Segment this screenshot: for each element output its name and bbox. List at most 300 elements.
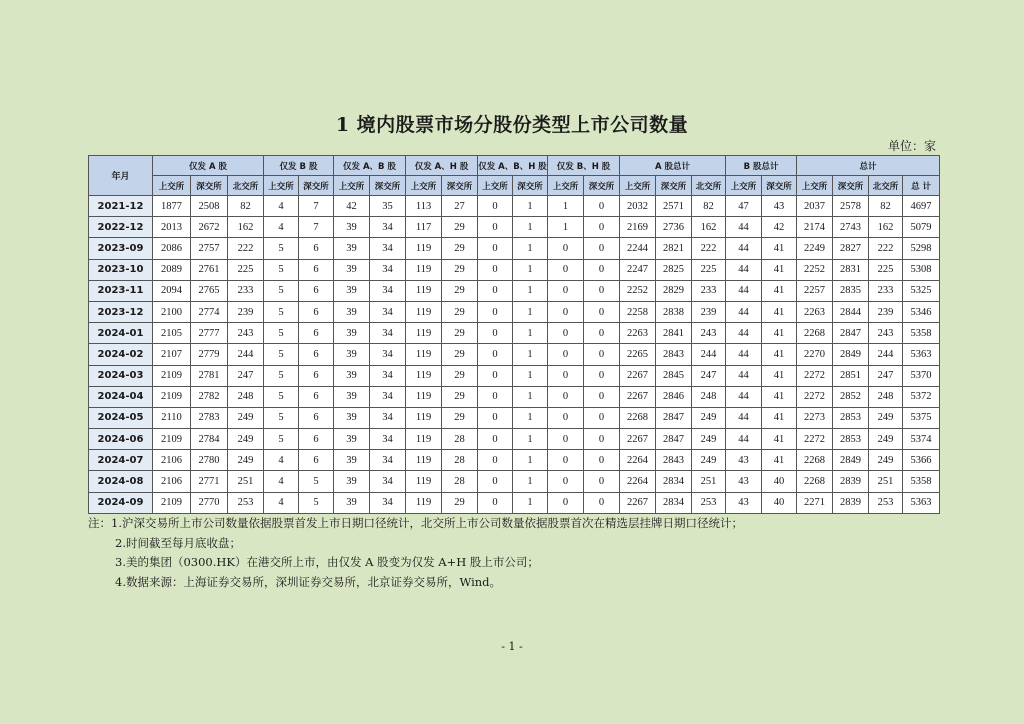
table-row bbox=[89, 492, 940, 513]
data-cell: 28 bbox=[442, 429, 478, 450]
data-cell: 5079 bbox=[903, 217, 940, 238]
data-cell: 6 bbox=[299, 301, 334, 322]
table-row bbox=[89, 259, 940, 280]
note-4: 4.数据来源：上海证券交易所，深圳证券交易所，北京证券交易所，Wind。 bbox=[115, 574, 502, 589]
data-cell: 39 bbox=[334, 259, 370, 280]
data-cell: 2258 bbox=[620, 301, 656, 322]
data-cell: 44 bbox=[726, 217, 762, 238]
data-cell: 2852 bbox=[833, 386, 869, 407]
data-cell: 5 bbox=[264, 407, 299, 428]
data-cell: 4697 bbox=[903, 196, 940, 217]
data-cell: 2032 bbox=[620, 196, 656, 217]
data-cell: 225 bbox=[228, 259, 264, 280]
data-cell: 29 bbox=[442, 217, 478, 238]
data-cell: 1 bbox=[513, 429, 548, 450]
header-group-bh: 仅发 B、H 股 bbox=[548, 156, 620, 176]
data-cell: 248 bbox=[228, 386, 264, 407]
data-cell: 1 bbox=[513, 323, 548, 344]
data-cell: 29 bbox=[442, 323, 478, 344]
data-cell: 249 bbox=[692, 450, 726, 471]
data-cell: 1 bbox=[513, 450, 548, 471]
data-cell: 239 bbox=[869, 301, 903, 322]
table-row bbox=[89, 238, 940, 259]
data-cell: 0 bbox=[584, 407, 620, 428]
note-2: 2.时间截至每月底收盘； bbox=[115, 535, 241, 550]
data-cell: 5372 bbox=[903, 386, 940, 407]
data-cell: 44 bbox=[726, 365, 762, 386]
data-cell: 5 bbox=[264, 280, 299, 301]
header-group-b-only: 仅发 B 股 bbox=[264, 156, 334, 176]
data-cell: 44 bbox=[726, 344, 762, 365]
header-sub-cell: 上交所 bbox=[726, 176, 762, 196]
table-row bbox=[89, 280, 940, 301]
table-row bbox=[89, 407, 940, 428]
data-cell: 4 bbox=[264, 196, 299, 217]
data-cell: 1877 bbox=[153, 196, 191, 217]
data-cell: 5346 bbox=[903, 301, 940, 322]
data-cell: 2267 bbox=[620, 386, 656, 407]
data-cell: 2834 bbox=[656, 471, 692, 492]
data-cell: 2843 bbox=[656, 450, 692, 471]
data-cell: 2839 bbox=[833, 471, 869, 492]
row-month-cell: 2024-03 bbox=[89, 365, 153, 386]
data-cell: 44 bbox=[726, 259, 762, 280]
data-cell: 0 bbox=[478, 344, 513, 365]
data-cell: 0 bbox=[584, 301, 620, 322]
data-cell: 43 bbox=[762, 196, 797, 217]
data-cell: 0 bbox=[584, 471, 620, 492]
data-cell: 2849 bbox=[833, 450, 869, 471]
data-cell: 40 bbox=[762, 492, 797, 513]
data-cell: 5 bbox=[264, 259, 299, 280]
data-cell: 253 bbox=[228, 492, 264, 513]
data-cell: 119 bbox=[406, 238, 442, 259]
note-3: 3.美的集团（0300.HK）在港交所上市，由仅发 A 股变为仅发 A+H 股上市公司； bbox=[115, 555, 539, 569]
data-cell: 222 bbox=[869, 238, 903, 259]
data-cell: 119 bbox=[406, 301, 442, 322]
notes bbox=[88, 514, 743, 592]
data-cell: 222 bbox=[228, 238, 264, 259]
data-cell: 239 bbox=[228, 301, 264, 322]
header-group-total: 总计 bbox=[797, 156, 940, 176]
data-cell: 2846 bbox=[656, 386, 692, 407]
data-cell: 0 bbox=[548, 492, 584, 513]
table-row bbox=[89, 365, 940, 386]
data-cell: 2838 bbox=[656, 301, 692, 322]
table-row bbox=[89, 323, 940, 344]
data-cell: 2094 bbox=[153, 280, 191, 301]
header-sub-cell: 深交所 bbox=[584, 176, 620, 196]
data-cell: 34 bbox=[370, 386, 406, 407]
data-cell: 5 bbox=[264, 323, 299, 344]
data-cell: 6 bbox=[299, 344, 334, 365]
data-cell: 251 bbox=[869, 471, 903, 492]
data-cell: 2268 bbox=[797, 323, 833, 344]
data-cell: 41 bbox=[762, 238, 797, 259]
data-cell: 0 bbox=[584, 344, 620, 365]
data-cell: 0 bbox=[478, 429, 513, 450]
data-cell: 2247 bbox=[620, 259, 656, 280]
data-cell: 2761 bbox=[191, 259, 228, 280]
data-cell: 2263 bbox=[797, 301, 833, 322]
header-group-ah: 仅发 A、H 股 bbox=[406, 156, 478, 176]
data-cell: 2249 bbox=[797, 238, 833, 259]
data-cell: 40 bbox=[762, 471, 797, 492]
data-cell: 2847 bbox=[656, 429, 692, 450]
data-cell: 39 bbox=[334, 280, 370, 301]
data-cell: 29 bbox=[442, 407, 478, 428]
data-cell: 119 bbox=[406, 386, 442, 407]
data-cell: 119 bbox=[406, 365, 442, 386]
data-cell: 247 bbox=[692, 365, 726, 386]
data-cell: 251 bbox=[228, 471, 264, 492]
data-cell: 2109 bbox=[153, 386, 191, 407]
data-cell: 2107 bbox=[153, 344, 191, 365]
data-cell: 2089 bbox=[153, 259, 191, 280]
data-cell: 2743 bbox=[833, 217, 869, 238]
data-cell: 2271 bbox=[797, 492, 833, 513]
data-cell: 244 bbox=[692, 344, 726, 365]
listed-companies-table bbox=[88, 155, 940, 514]
data-cell: 29 bbox=[442, 344, 478, 365]
header-sub-cell: 上交所 bbox=[478, 176, 513, 196]
data-cell: 0 bbox=[584, 323, 620, 344]
data-cell: 41 bbox=[762, 365, 797, 386]
data-cell: 2272 bbox=[797, 386, 833, 407]
note-1: 注：1.沪深交易所上市公司数量依据股票首发上市日期口径统计，北交所上市公司数量依据股票首次在精选层挂牌日期口径统计； bbox=[88, 516, 743, 530]
data-cell: 0 bbox=[584, 386, 620, 407]
data-cell: 2106 bbox=[153, 450, 191, 471]
data-cell: 43 bbox=[726, 450, 762, 471]
data-cell: 0 bbox=[548, 238, 584, 259]
data-cell: 0 bbox=[478, 301, 513, 322]
data-cell: 41 bbox=[762, 301, 797, 322]
data-cell: 27 bbox=[442, 196, 478, 217]
data-cell: 2783 bbox=[191, 407, 228, 428]
data-cell: 225 bbox=[692, 259, 726, 280]
page-number: - 1 - bbox=[501, 640, 523, 653]
data-cell: 2845 bbox=[656, 365, 692, 386]
data-cell: 0 bbox=[548, 344, 584, 365]
data-cell: 2765 bbox=[191, 280, 228, 301]
data-cell: 39 bbox=[334, 238, 370, 259]
data-cell: 0 bbox=[478, 386, 513, 407]
data-cell: 249 bbox=[869, 407, 903, 428]
data-cell: 39 bbox=[334, 323, 370, 344]
data-cell: 1 bbox=[513, 471, 548, 492]
data-cell: 253 bbox=[869, 492, 903, 513]
data-cell: 0 bbox=[548, 259, 584, 280]
row-month-cell: 2024-02 bbox=[89, 344, 153, 365]
data-cell: 34 bbox=[370, 259, 406, 280]
data-cell: 0 bbox=[548, 450, 584, 471]
data-cell: 233 bbox=[692, 280, 726, 301]
data-cell: 41 bbox=[762, 386, 797, 407]
data-cell: 41 bbox=[762, 407, 797, 428]
data-cell: 39 bbox=[334, 450, 370, 471]
data-cell: 2578 bbox=[833, 196, 869, 217]
data-cell: 2853 bbox=[833, 429, 869, 450]
data-cell: 119 bbox=[406, 323, 442, 344]
row-month-cell: 2022-12 bbox=[89, 217, 153, 238]
header-sub-cell: 深交所 bbox=[656, 176, 692, 196]
header-sub-cell: 上交所 bbox=[153, 176, 191, 196]
data-cell: 233 bbox=[228, 280, 264, 301]
data-cell: 0 bbox=[584, 238, 620, 259]
data-cell: 6 bbox=[299, 280, 334, 301]
data-cell: 34 bbox=[370, 471, 406, 492]
data-cell: 2849 bbox=[833, 344, 869, 365]
data-cell: 5363 bbox=[903, 492, 940, 513]
data-cell: 2770 bbox=[191, 492, 228, 513]
data-cell: 5 bbox=[299, 471, 334, 492]
data-cell: 2851 bbox=[833, 365, 869, 386]
data-cell: 44 bbox=[726, 407, 762, 428]
data-cell: 0 bbox=[478, 407, 513, 428]
data-cell: 247 bbox=[228, 365, 264, 386]
data-cell: 5 bbox=[264, 429, 299, 450]
row-month-cell: 2024-01 bbox=[89, 323, 153, 344]
data-cell: 249 bbox=[869, 429, 903, 450]
data-cell: 2169 bbox=[620, 217, 656, 238]
data-cell: 0 bbox=[584, 450, 620, 471]
data-cell: 2782 bbox=[191, 386, 228, 407]
data-cell: 2839 bbox=[833, 492, 869, 513]
data-cell: 34 bbox=[370, 217, 406, 238]
data-cell: 2264 bbox=[620, 450, 656, 471]
data-cell: 0 bbox=[584, 365, 620, 386]
data-cell: 244 bbox=[869, 344, 903, 365]
data-cell: 2106 bbox=[153, 471, 191, 492]
data-cell: 119 bbox=[406, 429, 442, 450]
row-month-cell: 2023-11 bbox=[89, 280, 153, 301]
data-cell: 0 bbox=[584, 196, 620, 217]
data-cell: 2779 bbox=[191, 344, 228, 365]
data-cell: 39 bbox=[334, 386, 370, 407]
data-cell: 34 bbox=[370, 323, 406, 344]
data-cell: 1 bbox=[548, 196, 584, 217]
data-cell: 119 bbox=[406, 344, 442, 365]
data-cell: 5 bbox=[264, 365, 299, 386]
data-cell: 4 bbox=[264, 450, 299, 471]
data-cell: 34 bbox=[370, 429, 406, 450]
data-cell: 82 bbox=[869, 196, 903, 217]
data-cell: 1 bbox=[513, 217, 548, 238]
data-cell: 28 bbox=[442, 471, 478, 492]
data-cell: 119 bbox=[406, 407, 442, 428]
data-cell: 34 bbox=[370, 344, 406, 365]
header-sub-cell: 上交所 bbox=[548, 176, 584, 196]
data-cell: 0 bbox=[584, 280, 620, 301]
data-cell: 42 bbox=[762, 217, 797, 238]
data-cell: 239 bbox=[692, 301, 726, 322]
data-cell: 2252 bbox=[620, 280, 656, 301]
data-cell: 2844 bbox=[833, 301, 869, 322]
data-cell: 0 bbox=[478, 492, 513, 513]
data-cell: 2268 bbox=[797, 471, 833, 492]
data-cell: 2757 bbox=[191, 238, 228, 259]
data-cell: 6 bbox=[299, 450, 334, 471]
data-cell: 248 bbox=[869, 386, 903, 407]
data-cell: 44 bbox=[726, 386, 762, 407]
data-cell: 243 bbox=[692, 323, 726, 344]
data-cell: 34 bbox=[370, 450, 406, 471]
header-sub-cell: 北交所 bbox=[692, 176, 726, 196]
data-cell: 119 bbox=[406, 471, 442, 492]
data-cell: 2841 bbox=[656, 323, 692, 344]
data-cell: 113 bbox=[406, 196, 442, 217]
data-cell: 5298 bbox=[903, 238, 940, 259]
data-cell: 29 bbox=[442, 259, 478, 280]
data-cell: 2037 bbox=[797, 196, 833, 217]
data-cell: 29 bbox=[442, 238, 478, 259]
data-cell: 0 bbox=[548, 301, 584, 322]
header-sub-cell: 深交所 bbox=[442, 176, 478, 196]
data-cell: 0 bbox=[478, 471, 513, 492]
header-sub-cell: 深交所 bbox=[833, 176, 869, 196]
data-cell: 1 bbox=[513, 365, 548, 386]
data-cell: 4 bbox=[264, 492, 299, 513]
data-cell: 34 bbox=[370, 238, 406, 259]
header-sub-cell: 上交所 bbox=[264, 176, 299, 196]
data-cell: 2267 bbox=[620, 365, 656, 386]
data-cell: 2843 bbox=[656, 344, 692, 365]
data-cell: 0 bbox=[548, 386, 584, 407]
data-cell: 82 bbox=[692, 196, 726, 217]
data-cell: 162 bbox=[228, 217, 264, 238]
header-group-a-only: 仅发 A 股 bbox=[153, 156, 264, 176]
data-cell: 119 bbox=[406, 259, 442, 280]
data-cell: 2105 bbox=[153, 323, 191, 344]
data-cell: 2100 bbox=[153, 301, 191, 322]
header-group-b-total: B 股总计 bbox=[726, 156, 797, 176]
table-body bbox=[89, 196, 940, 514]
data-cell: 2847 bbox=[656, 407, 692, 428]
data-cell: 251 bbox=[692, 471, 726, 492]
header-sub-cell: 总 计 bbox=[903, 176, 940, 196]
data-cell: 244 bbox=[228, 344, 264, 365]
data-cell: 248 bbox=[692, 386, 726, 407]
data-cell: 2829 bbox=[656, 280, 692, 301]
data-cell: 119 bbox=[406, 492, 442, 513]
data-cell: 1 bbox=[513, 238, 548, 259]
data-cell: 2273 bbox=[797, 407, 833, 428]
header-sub-cell: 北交所 bbox=[228, 176, 264, 196]
header-sub-cell: 深交所 bbox=[299, 176, 334, 196]
data-cell: 0 bbox=[548, 429, 584, 450]
data-cell: 39 bbox=[334, 301, 370, 322]
data-cell: 2268 bbox=[620, 407, 656, 428]
data-cell: 5308 bbox=[903, 259, 940, 280]
data-cell: 41 bbox=[762, 323, 797, 344]
data-cell: 2109 bbox=[153, 365, 191, 386]
data-cell: 2781 bbox=[191, 365, 228, 386]
data-cell: 249 bbox=[869, 450, 903, 471]
data-cell: 7 bbox=[299, 196, 334, 217]
data-cell: 2831 bbox=[833, 259, 869, 280]
data-cell: 47 bbox=[726, 196, 762, 217]
table-row bbox=[89, 217, 940, 238]
data-cell: 2272 bbox=[797, 365, 833, 386]
data-cell: 6 bbox=[299, 386, 334, 407]
data-cell: 2244 bbox=[620, 238, 656, 259]
header-sub-cell: 深交所 bbox=[513, 176, 548, 196]
row-month-cell: 2024-08 bbox=[89, 471, 153, 492]
data-cell: 34 bbox=[370, 365, 406, 386]
data-cell: 5 bbox=[264, 344, 299, 365]
data-cell: 0 bbox=[584, 492, 620, 513]
data-cell: 35 bbox=[370, 196, 406, 217]
data-cell: 119 bbox=[406, 450, 442, 471]
data-cell: 0 bbox=[478, 217, 513, 238]
header-sub-row bbox=[89, 176, 940, 196]
data-cell: 5375 bbox=[903, 407, 940, 428]
data-cell: 2270 bbox=[797, 344, 833, 365]
header-group-ab: 仅发 A、B 股 bbox=[334, 156, 406, 176]
data-cell: 2508 bbox=[191, 196, 228, 217]
header-sub-cell: 深交所 bbox=[191, 176, 228, 196]
data-cell: 2771 bbox=[191, 471, 228, 492]
data-cell: 34 bbox=[370, 301, 406, 322]
data-cell: 1 bbox=[513, 196, 548, 217]
data-cell: 2834 bbox=[656, 492, 692, 513]
data-cell: 249 bbox=[692, 429, 726, 450]
data-cell: 0 bbox=[584, 259, 620, 280]
table-row bbox=[89, 344, 940, 365]
data-cell: 4 bbox=[264, 217, 299, 238]
row-month-cell: 2023-10 bbox=[89, 259, 153, 280]
data-cell: 0 bbox=[478, 365, 513, 386]
data-cell: 1 bbox=[548, 217, 584, 238]
data-cell: 4 bbox=[264, 471, 299, 492]
data-cell: 243 bbox=[228, 323, 264, 344]
row-month-cell: 2021-12 bbox=[89, 196, 153, 217]
data-cell: 44 bbox=[726, 238, 762, 259]
header-month: 年月 bbox=[89, 156, 153, 196]
data-cell: 6 bbox=[299, 407, 334, 428]
table-row bbox=[89, 429, 940, 450]
data-cell: 2780 bbox=[191, 450, 228, 471]
data-cell: 5358 bbox=[903, 471, 940, 492]
data-cell: 243 bbox=[869, 323, 903, 344]
data-cell: 249 bbox=[228, 450, 264, 471]
data-cell: 2571 bbox=[656, 196, 692, 217]
data-cell: 42 bbox=[334, 196, 370, 217]
data-cell: 117 bbox=[406, 217, 442, 238]
data-cell: 2821 bbox=[656, 238, 692, 259]
data-cell: 0 bbox=[548, 365, 584, 386]
data-cell: 43 bbox=[726, 492, 762, 513]
data-cell: 5 bbox=[264, 301, 299, 322]
data-cell: 0 bbox=[548, 471, 584, 492]
data-cell: 44 bbox=[726, 301, 762, 322]
data-cell: 2264 bbox=[620, 471, 656, 492]
header-sub-cell: 上交所 bbox=[797, 176, 833, 196]
data-cell: 5 bbox=[299, 492, 334, 513]
data-cell: 2109 bbox=[153, 429, 191, 450]
data-cell: 1 bbox=[513, 280, 548, 301]
data-cell: 2174 bbox=[797, 217, 833, 238]
data-cell: 0 bbox=[478, 196, 513, 217]
row-month-cell: 2023-09 bbox=[89, 238, 153, 259]
data-cell: 44 bbox=[726, 323, 762, 344]
header-sub-cell: 上交所 bbox=[334, 176, 370, 196]
data-cell: 247 bbox=[869, 365, 903, 386]
data-cell: 253 bbox=[692, 492, 726, 513]
data-cell: 249 bbox=[228, 407, 264, 428]
data-cell: 41 bbox=[762, 259, 797, 280]
data-cell: 222 bbox=[692, 238, 726, 259]
